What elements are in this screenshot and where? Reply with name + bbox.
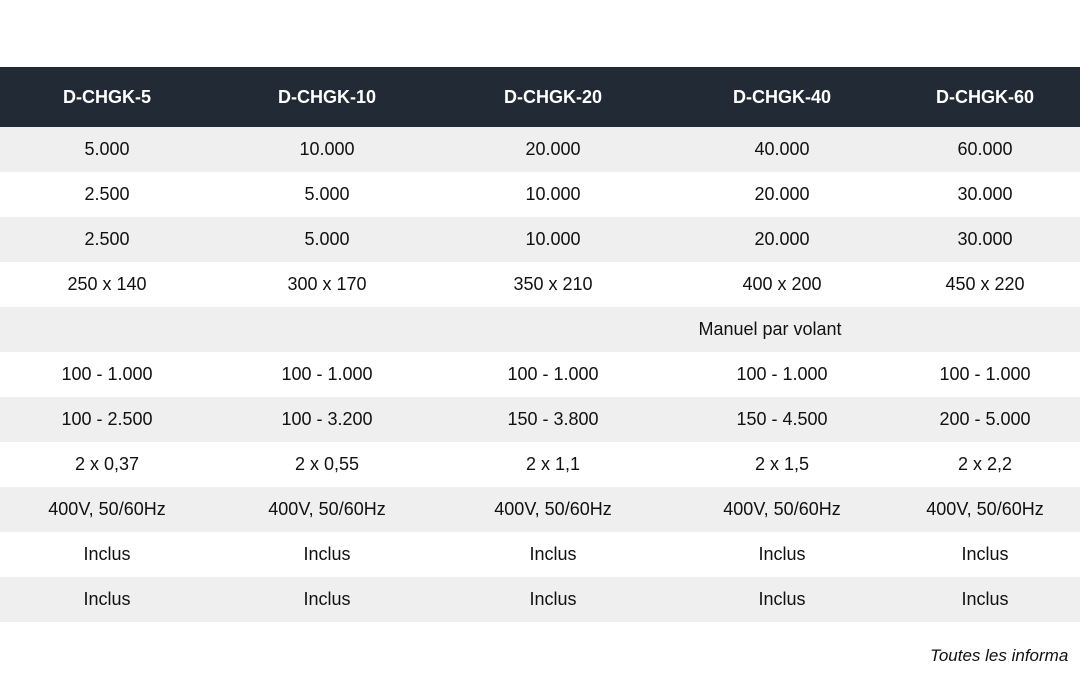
table-cell: 20.000 <box>754 184 810 204</box>
table-cell: 20.000 <box>754 229 810 249</box>
table-cell: 30.000 <box>957 229 1013 249</box>
footnote: Toutes les informa <box>930 646 1069 665</box>
table-cell: 2 x 0,37 <box>74 454 140 474</box>
table-cell: 2.500 <box>84 184 130 204</box>
table-cell: Inclus <box>961 544 1009 564</box>
table-cell: 100 - 1.000 <box>939 364 1031 384</box>
table-cell: 400V, 50/60Hz <box>723 499 841 519</box>
table-cell: 100 - 1.000 <box>507 364 599 384</box>
table-cell: 2 x 1,5 <box>754 454 810 474</box>
table-row <box>0 217 1080 262</box>
table-cell: 250 x 140 <box>67 274 147 294</box>
table-cell: Inclus <box>529 544 577 564</box>
table-cell: 400V, 50/60Hz <box>48 499 166 519</box>
table-cell: Inclus <box>529 589 577 609</box>
table-cell: 40.000 <box>754 139 810 159</box>
table-cell: 10.000 <box>525 184 581 204</box>
table-row <box>0 352 1080 397</box>
table-cell: 100 - 3.200 <box>281 409 373 429</box>
table-cell: 2.500 <box>84 229 130 249</box>
column-header-d-chgk-60: D-CHGK-60 <box>935 86 1035 107</box>
table-cell: 300 x 170 <box>287 274 367 294</box>
table-cell: Inclus <box>961 589 1009 609</box>
table-cell: 5.000 <box>304 229 350 249</box>
table-row <box>0 577 1080 622</box>
table-cell: 2 x 0,55 <box>294 454 360 474</box>
table-cell: 10.000 <box>299 139 355 159</box>
table-cell-merged: Manuel par volant <box>698 319 842 339</box>
table-cell: 60.000 <box>957 139 1013 159</box>
table-header-row <box>0 67 1080 127</box>
table-cell: Inclus <box>758 544 806 564</box>
table-cell: 150 - 4.500 <box>736 409 828 429</box>
table-row <box>0 172 1080 217</box>
table-cell: Inclus <box>83 544 131 564</box>
table-cell: 10.000 <box>525 229 581 249</box>
column-header-d-chgk-40: D-CHGK-40 <box>732 86 832 107</box>
table-row <box>0 262 1080 307</box>
table-row <box>0 532 1080 577</box>
table-cell: 400V, 50/60Hz <box>926 499 1044 519</box>
table-cell: 100 - 1.000 <box>61 364 153 384</box>
table-cell: 100 - 2.500 <box>61 409 153 429</box>
table-cell: 5.000 <box>84 139 130 159</box>
table-row <box>0 307 1080 352</box>
table-cell: Inclus <box>303 544 351 564</box>
table-cell: 150 - 3.800 <box>507 409 599 429</box>
table-cell: 350 x 210 <box>513 274 593 294</box>
column-header-d-chgk-10: D-CHGK-10 <box>277 86 377 107</box>
column-header-d-chgk-5: D-CHGK-5 <box>63 86 151 107</box>
table-cell: 100 - 1.000 <box>281 364 373 384</box>
table-row <box>0 487 1080 532</box>
table-cell: 200 - 5.000 <box>939 409 1031 429</box>
table-cell: 450 x 220 <box>945 274 1025 294</box>
table-row <box>0 442 1080 487</box>
table-cell: 2 x 1,1 <box>525 454 581 474</box>
table-cell: 30.000 <box>957 184 1013 204</box>
table-cell: 2 x 2,2 <box>957 454 1013 474</box>
table-cell: 400 x 200 <box>742 274 822 294</box>
table-cell: 20.000 <box>525 139 581 159</box>
spec-table <box>0 67 1080 622</box>
table-cell: Inclus <box>758 589 806 609</box>
table-cell: 400V, 50/60Hz <box>494 499 612 519</box>
table-cell: 5.000 <box>304 184 350 204</box>
table-cell: 400V, 50/60Hz <box>268 499 386 519</box>
table-row <box>0 127 1080 172</box>
table-cell: 100 - 1.000 <box>736 364 828 384</box>
table-cell: Inclus <box>303 589 351 609</box>
column-header-d-chgk-20: D-CHGK-20 <box>503 86 603 107</box>
table-row <box>0 397 1080 442</box>
table-cell: Inclus <box>83 589 131 609</box>
